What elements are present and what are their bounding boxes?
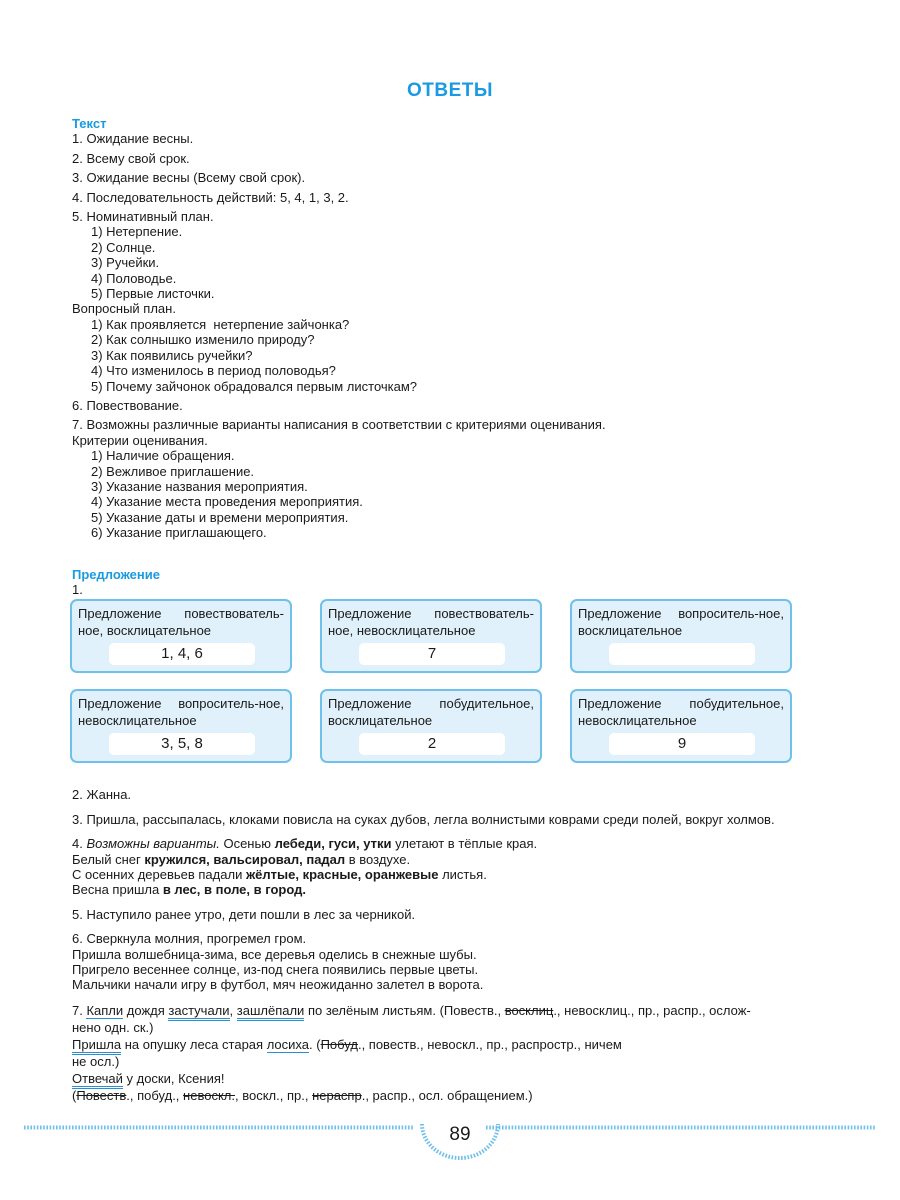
- page-title: ОТВЕТЫ: [407, 80, 493, 101]
- answer-item: 5. Номинативный план.: [72, 209, 214, 225]
- question-plan-list: [72, 317, 828, 394]
- subject-word: Капли: [86, 1002, 124, 1018]
- footer-dotted-rule-right: [486, 1125, 876, 1130]
- text-run: Весна пришла: [72, 882, 163, 898]
- plan-item: 1) Как проявляется нетерпение зайчонка?: [91, 316, 350, 332]
- struck-word: нераспр: [312, 1087, 362, 1103]
- answer-item: 1. Ожидание весны.: [72, 131, 194, 147]
- text-run: ., побуд.,: [126, 1087, 184, 1103]
- answer-item-6: [72, 931, 828, 993]
- plan-item: 2) Как солнышко изменило природу?: [91, 332, 315, 348]
- subject-word: лосиха: [266, 1036, 309, 1052]
- text-run: у доски, Ксения!: [122, 1070, 225, 1086]
- text-run: в воздухе.: [345, 851, 411, 867]
- plan-item: 3) Ручейки.: [91, 255, 160, 271]
- sentence-type-grid: [72, 599, 828, 781]
- item-number: 7.: [72, 1002, 87, 1018]
- italic-note: Возможны варианты.: [86, 836, 220, 852]
- text-run: по зелёным листьям. (Повеств.,: [304, 1002, 505, 1018]
- criteria-item: 3) Указание названия мероприятия.: [91, 478, 308, 494]
- answer-item: 3. Пришла, рассыпалась, клоками повисла на суках дубов, легла волнистыми коврами среди полей, вокруг холмов.: [72, 811, 775, 827]
- text-run: ,: [229, 1002, 237, 1018]
- text-run: улетают в тёплые края.: [391, 836, 538, 852]
- text-run: на опушку леса старая: [121, 1036, 267, 1052]
- sentence-line: Пришла волшебница-зима, все деревья оделись в снежные шубы.: [72, 946, 477, 962]
- criteria-item: 4) Указание места проведения мероприятия.: [91, 494, 363, 510]
- card-answer: [609, 643, 755, 665]
- card-answer: 7: [359, 643, 505, 665]
- sentence-line: 6. Сверкнула молния, прогремел гром.: [72, 931, 307, 947]
- predicate-word: Пришла: [72, 1037, 121, 1055]
- text-run: (: [72, 1087, 77, 1103]
- answer-item: 2. Всему свой срок.: [72, 150, 190, 166]
- card-answer: 1, 4, 6: [109, 643, 255, 665]
- sentence-type-card: [70, 599, 292, 673]
- answer-item-7: [72, 1002, 828, 1104]
- footer-dotted-rule-left: [24, 1125, 414, 1130]
- plan-item: 4) Что изменилось в период половодья?: [91, 363, 336, 379]
- plan-item: 5) Первые листочки.: [91, 286, 215, 302]
- bold-words: лебеди, гуси, утки: [274, 836, 392, 852]
- card-label: Предложение побудительное, невосклицательное: [578, 696, 784, 729]
- sentence-type-card: [70, 689, 292, 763]
- sentence-line: Пригрело весеннее солнце, из-под снега появились первые цветы.: [72, 962, 479, 978]
- answer-item: 6. Повествование.: [72, 397, 183, 413]
- answer-item-4: [72, 836, 828, 898]
- sentence-type-card: [320, 599, 542, 673]
- text-run: , воскл., пр.,: [234, 1087, 313, 1103]
- text-run: листья.: [438, 867, 487, 882]
- text-run: Осенью: [219, 836, 275, 852]
- plan-item: 2) Солнце.: [91, 239, 156, 255]
- answer-item: 4. Последовательность действий: 5, 4, 1, 3, 2.: [72, 189, 349, 205]
- predicate-word: Отвечай: [72, 1071, 123, 1089]
- section-heading-text: Текст: [72, 116, 107, 131]
- bold-words: жёлтые, красные, оранжевые: [245, 867, 439, 882]
- criteria-label: Критерии оценивания.: [72, 432, 208, 448]
- card-label: Предложение вопроситель-ное, невосклицательное: [78, 696, 284, 729]
- page-footer: [24, 1120, 876, 1180]
- text-run: не осл.): [72, 1053, 120, 1069]
- predicate-word: застучали: [168, 1003, 229, 1021]
- text-run: ., невосклиц., пр., распр., ослож-: [553, 1002, 751, 1018]
- card-label: Предложение повествователь-ное, невосклицательное: [328, 606, 534, 639]
- criteria-list: [72, 448, 828, 540]
- question-plan-label: Вопросный план.: [72, 301, 176, 317]
- text-run: дождя: [123, 1002, 169, 1018]
- sentence-type-card: [320, 689, 542, 763]
- text-run: ., повеств., невоскл., пр., распростр., ничем: [357, 1036, 622, 1052]
- sentence-type-card: [570, 689, 792, 763]
- card-answer: 2: [359, 733, 505, 755]
- criteria-item: 2) Вежливое приглашение.: [91, 463, 255, 479]
- sentence-line: Мальчики начали игру в футбол, мяч неожиданно залетел в ворота.: [72, 977, 484, 993]
- struck-word: Повеств: [76, 1087, 127, 1103]
- struck-word: Побуд: [320, 1036, 358, 1052]
- answer-item: 2. Жанна.: [72, 787, 132, 803]
- bold-words: кружился, вальсировал, падал: [144, 851, 346, 867]
- card-label: Предложение вопроситель-ное, восклицательное: [578, 606, 784, 639]
- answers-content: [72, 116, 828, 1104]
- plan-item: 5) Почему зайчонок обрадовался первым листочкам?: [91, 378, 418, 394]
- page-number: 89: [449, 1124, 471, 1145]
- plan-item: 4) Половодье.: [91, 270, 177, 286]
- criteria-item: 6) Указание приглашающего.: [91, 525, 267, 541]
- text-run: нено одн. ск.): [72, 1019, 154, 1035]
- nominative-plan-list: [72, 224, 828, 301]
- plan-item: 3) Как появились ручейки?: [91, 347, 253, 363]
- predicate-word: зашлёпали: [237, 1003, 305, 1021]
- text-run: . (: [309, 1036, 321, 1052]
- struck-word: восклиц: [504, 1002, 554, 1018]
- card-answer: 3, 5, 8: [109, 733, 255, 755]
- sentence-type-card: [570, 599, 792, 673]
- question-number: 1.: [72, 581, 83, 597]
- answer-item: 3. Ожидание весны (Всему свой срок).: [72, 170, 306, 186]
- text-run: ., распр., осл. обращением.): [361, 1087, 533, 1103]
- text-run: Белый снег: [72, 851, 145, 867]
- text-run: С осенних деревьев падали: [72, 867, 246, 882]
- section-heading-sentence: Предложение: [72, 566, 160, 582]
- struck-word: невоскл.: [183, 1087, 235, 1103]
- card-label: Предложение повествователь-ное, восклицательное: [78, 606, 284, 639]
- criteria-item: 5) Указание даты и времени мероприятия.: [91, 509, 349, 525]
- plan-item: 1) Нетерпение.: [91, 224, 183, 240]
- item-number: 4.: [72, 836, 87, 852]
- card-answer: 9: [609, 733, 755, 755]
- bold-words: в лес, в поле, в город.: [162, 882, 306, 898]
- answer-item: 7. Возможны различные варианты написания в соответствии с критериями оценивания.: [72, 417, 606, 433]
- criteria-item: 1) Наличие обращения.: [91, 448, 235, 464]
- answer-item: 5. Наступило ранее утро, дети пошли в лес за черникой.: [72, 906, 416, 922]
- card-label: Предложение побудительное, восклицательное: [328, 696, 534, 729]
